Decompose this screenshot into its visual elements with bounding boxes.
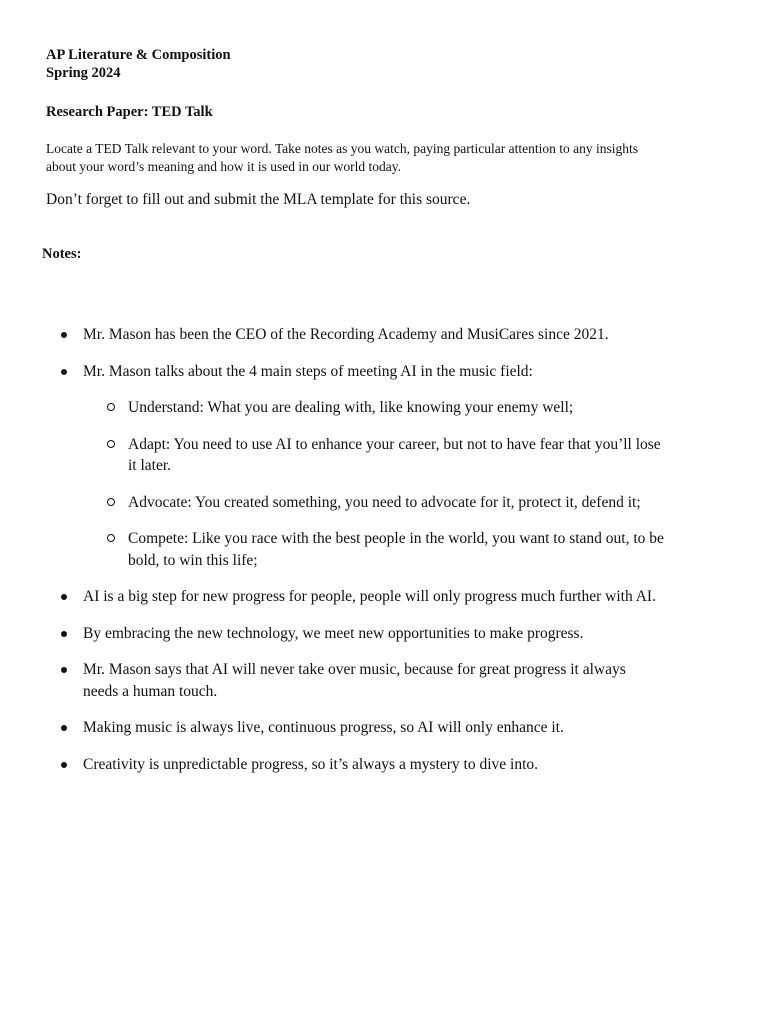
bullet-icon — [61, 369, 67, 375]
course-term: Spring 2024 — [46, 65, 121, 81]
hollow-bullet-icon — [107, 534, 115, 542]
note-text: Mr. Mason has been the CEO of the Recording Academy and MusiCares since 2021. — [83, 326, 609, 343]
step-item — [83, 528, 664, 571]
bullet-icon — [61, 332, 67, 338]
mla-reminder: Don’t forget to fill out and submit the MLA template for this source. — [46, 191, 471, 208]
course-header — [46, 46, 231, 82]
notes-list — [0, 324, 768, 790]
hollow-bullet-icon — [107, 498, 115, 506]
step-item — [83, 434, 664, 477]
note-item — [0, 717, 768, 739]
note-text: Making music is always live, continuous progress, so AI will only enhance it. — [83, 719, 564, 736]
steps-sublist — [83, 397, 664, 571]
note-text: Mr. Mason says that AI will never take over music, because for great progress it always needs a human touch. — [83, 661, 626, 700]
note-item — [0, 754, 768, 776]
bullet-icon — [61, 594, 67, 600]
hollow-bullet-icon — [107, 440, 115, 448]
note-item — [0, 586, 768, 608]
note-item — [0, 623, 768, 645]
hollow-bullet-icon — [107, 403, 115, 411]
note-text: Creativity is unpredictable progress, so it’s always a mystery to dive into. — [83, 755, 539, 773]
bullet-icon — [61, 725, 67, 731]
note-text: AI is a big step for new progress for people, people will only progress much further with AI. — [83, 588, 656, 605]
note-text: By embracing the new technology, we meet new opportunities to make progress. — [83, 624, 584, 642]
assignment-title: Research Paper: TED Talk — [46, 104, 213, 120]
bullet-icon — [61, 762, 67, 768]
note-item — [0, 361, 768, 572]
note-text: Mr. Mason talks about the 4 main steps of meeting AI in the music field: — [83, 362, 533, 380]
step-item — [83, 492, 664, 514]
note-item — [0, 659, 768, 702]
step-text: Compete: Like you race with the best people in the world, you want to stand out, to be bold, to win this life; — [128, 530, 664, 569]
course-title: AP Literature & Composition — [46, 47, 231, 63]
assignment-instructions: Locate a TED Talk relevant to your word. Take notes as you watch, paying particular attention to any insights about your word’s meaning and how it is used in our world today. — [46, 141, 638, 174]
notes-label: Notes: — [42, 246, 82, 262]
step-text: Advocate: You created something, you need to advocate for it, protect it, defend it; — [128, 493, 641, 511]
step-text: Adapt: You need to use AI to enhance your career, but not to have fear that you’ll lose it later. — [128, 435, 661, 474]
bullet-icon — [61, 667, 67, 673]
note-item — [0, 324, 768, 346]
bullet-icon — [61, 631, 67, 637]
step-item — [83, 397, 664, 419]
step-text: Understand: What you are dealing with, like knowing your enemy well; — [128, 399, 574, 416]
